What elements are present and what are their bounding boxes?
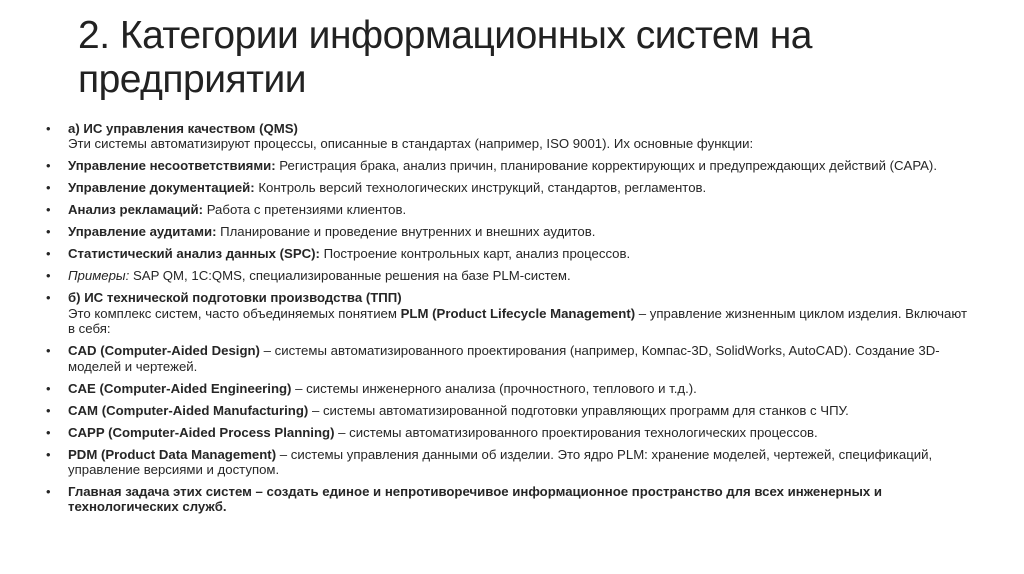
- item-text: Работа с претензиями клиентов.: [203, 202, 407, 218]
- bullet-icon: •: [46, 224, 51, 240]
- qms-description: Эти системы автоматизируют процессы, описанные в стандартах (например, ISO 9001). Их основные функции:: [68, 136, 754, 152]
- item-term: Примеры:: [68, 268, 130, 284]
- bullet-icon: •: [46, 246, 51, 262]
- list-item-spc: [42, 246, 972, 261]
- item-text: Планирование и проведение внутренних и внешних аудитов.: [216, 224, 596, 240]
- list-item-documents: [42, 180, 972, 195]
- list-item-qms: [42, 121, 972, 152]
- item-term: Статистический анализ данных (SPC):: [68, 246, 320, 262]
- list-item-nonconformity: [42, 158, 972, 173]
- list-item-claims: [42, 202, 972, 217]
- tpp-desc-pre: Это комплекс систем, часто объединяемых понятием: [68, 305, 401, 321]
- item-text: Регистрация брака, анализ причин, планирование корректирующих и предупреждающих действий (CAPA).: [275, 158, 937, 174]
- item-text: Контроль версий технологических инструкций, стандартов, регламентов.: [254, 180, 707, 196]
- tpp-desc-plm: PLM (Product Lifecycle Management): [400, 305, 636, 321]
- bullet-icon: •: [46, 380, 51, 396]
- bullet-icon: •: [46, 446, 51, 462]
- list-item-cae: [42, 381, 972, 396]
- tpp-desc-post: – управление жизненным циклом изделия. Включают в себя:: [68, 305, 968, 337]
- item-text: – системы автоматизированного проектирования технологических процессов.: [334, 424, 818, 440]
- bullet-icon: •: [46, 158, 51, 174]
- item-term: CAM (Computer-Aided Manufacturing): [68, 402, 309, 418]
- item-term: CAPP (Computer-Aided Process Planning): [68, 424, 335, 440]
- list-item-pdm: [42, 447, 972, 478]
- item-text: – системы управления данными об изделии. Это ядро PLM: хранение моделей, чертежей, спецификаций, управление версиями и доступом.: [68, 446, 933, 478]
- item-term: CAE (Computer-Aided Engineering): [68, 380, 292, 396]
- bullet-icon: •: [46, 121, 51, 136]
- bullet-icon: •: [46, 180, 51, 196]
- item-text: – системы инженерного анализа (прочностного, теплового и т.д.).: [291, 380, 697, 396]
- slide-title-line-1: 2. Категории информационных систем на: [78, 14, 813, 57]
- bullet-icon: •: [46, 268, 51, 284]
- list-item-cad: [42, 343, 972, 374]
- list-item-main-goal: [42, 484, 972, 515]
- item-term: Управление документацией:: [68, 180, 255, 196]
- slide-title: [78, 14, 978, 102]
- qms-heading: а) ИС управления качеством (QMS): [68, 121, 298, 136]
- list-item-examples: [42, 268, 972, 283]
- item-term: CAD (Computer-Aided Design): [68, 343, 260, 359]
- list-item-cam: [42, 403, 972, 418]
- item-term: Управление аудитами:: [68, 224, 217, 240]
- bullet-icon: •: [46, 402, 51, 418]
- slide-title-line-2: предприятии: [78, 58, 307, 101]
- bullet-icon: •: [46, 424, 51, 440]
- bullet-icon: •: [46, 343, 51, 359]
- list-item-capp: [42, 425, 972, 440]
- item-term: Управление несоответствиями:: [68, 158, 276, 174]
- item-text: – системы автоматизированной подготовки управляющих программ для станков с ЧПУ.: [308, 402, 849, 418]
- list-item-tpp: [42, 290, 972, 336]
- tpp-heading: б) ИС технической подготовки производства (ТПП): [68, 290, 402, 306]
- bullet-icon: •: [46, 484, 51, 500]
- item-term: PDM (Product Data Management): [68, 446, 277, 462]
- main-goal-text: Главная задача этих систем – создать единое и непротиворечивое информационное пространство для всех инженерных и технологических служб.: [68, 484, 882, 515]
- item-term: Анализ рекламаций:: [68, 202, 204, 218]
- bullet-list: [42, 121, 972, 521]
- bullet-icon: •: [46, 202, 51, 218]
- item-text: – системы автоматизированного проектирования (например, Компас-3D, SolidWorks, AutoCAD). Создание 3D-моделей и чертежей.: [68, 343, 940, 374]
- list-item-audits: [42, 224, 972, 239]
- item-text: Построение контрольных карт, анализ процессов.: [319, 246, 631, 262]
- item-text: SAP QM, 1С:QMS, специализированные решения на базе PLM-систем.: [129, 268, 571, 284]
- bullet-icon: •: [46, 290, 51, 306]
- tpp-description: [68, 306, 972, 337]
